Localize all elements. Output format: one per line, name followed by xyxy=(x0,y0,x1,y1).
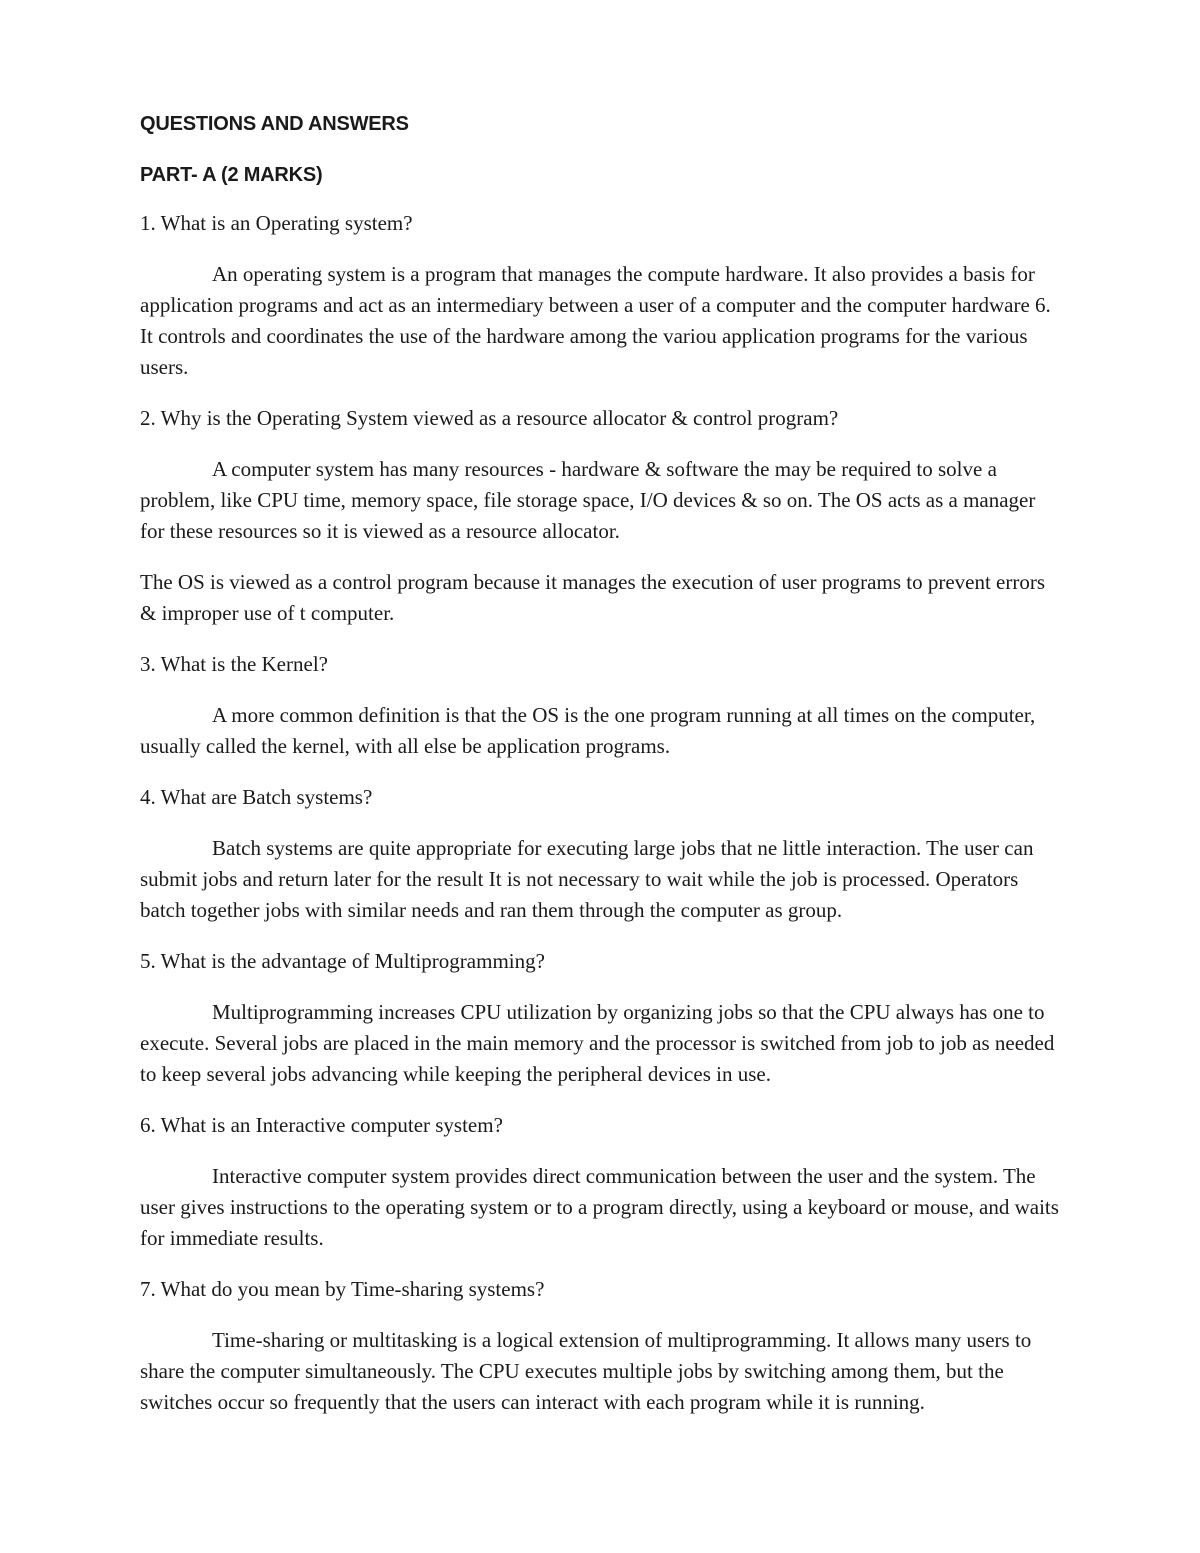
document-content xyxy=(140,108,1060,1438)
question-1 xyxy=(140,208,1060,239)
question-text: What is the advantage of Multiprogramming? xyxy=(160,949,545,973)
answer-2b: The OS is viewed as a control program because it manages the execution of user programs to prevent errors & improper use of t computer. xyxy=(140,570,1046,625)
question-6 xyxy=(140,1110,1060,1141)
question-number: 1. xyxy=(140,211,156,235)
question-number: 6. xyxy=(140,1113,156,1137)
question-5 xyxy=(140,946,1060,977)
question-text: What do you mean by Time-sharing systems? xyxy=(160,1277,545,1301)
question-number: 4. xyxy=(140,785,156,809)
question-number: 3. xyxy=(140,652,156,676)
question-text: What is an Interactive computer system? xyxy=(160,1113,503,1137)
question-4 xyxy=(140,782,1060,813)
question-7 xyxy=(140,1274,1060,1305)
question-number: 2. xyxy=(140,406,156,430)
question-number: 7. xyxy=(140,1277,156,1301)
document-title: QUESTIONS AND ANSWERS xyxy=(140,113,409,135)
answer-4: Batch systems are quite appropriate for executing large jobs that ne little interaction. The user can submit jobs and return later for the result It is not necessary to wait while the job is processed. Operators batch together jobs with similar needs and ran them through the computer as group. xyxy=(140,836,1034,922)
question-text: What is the Kernel? xyxy=(160,652,328,676)
part-heading: PART- A (2 MARKS) xyxy=(140,164,323,186)
answer-7: Time-sharing or multitasking is a logical extension of multiprogramming. It allows many users to share the computer simultaneously. The CPU executes multiple jobs by switching among them, but the switches occur so frequently that the users can interact with each program while it is running. xyxy=(140,1328,1032,1414)
question-text: What are Batch systems? xyxy=(160,785,373,809)
question-2 xyxy=(140,403,1060,434)
answer-1: An operating system is a program that manages the compute hardware. It also provides a basis for application programs and act as an intermediary between a user of a computer and the computer hardware 6. It controls and coordinates the use of the hardware among the variou application programs for the various users. xyxy=(140,262,1051,379)
question-text: What is an Operating system? xyxy=(160,211,413,235)
question-3 xyxy=(140,649,1060,680)
answer-3: A more common definition is that the OS is the one program running at all times on the computer, usually called the kernel, with all else be application programs. xyxy=(140,703,1036,758)
answer-6: Interactive computer system provides direct communication between the user and the system. The user gives instructions to the operating system or to a program directly, using a keyboard or mouse, and waits for immediate results. xyxy=(140,1164,1059,1250)
question-number: 5. xyxy=(140,949,156,973)
answer-5: Multiprogramming increases CPU utilization by organizing jobs so that the CPU always has one to execute. Several jobs are placed in the main memory and the processor is switched from job to job as needed to keep several jobs advancing while keeping the peripheral devices in use. xyxy=(140,1000,1055,1086)
answer-2a: A computer system has many resources - hardware & software the may be required to solve a problem, like CPU time, memory space, file storage space, I/O devices & so on. The OS acts as a manager for these resources so it is viewed as a resource allocator. xyxy=(140,457,1036,543)
question-text: Why is the Operating System viewed as a resource allocator & control program? xyxy=(160,406,839,430)
